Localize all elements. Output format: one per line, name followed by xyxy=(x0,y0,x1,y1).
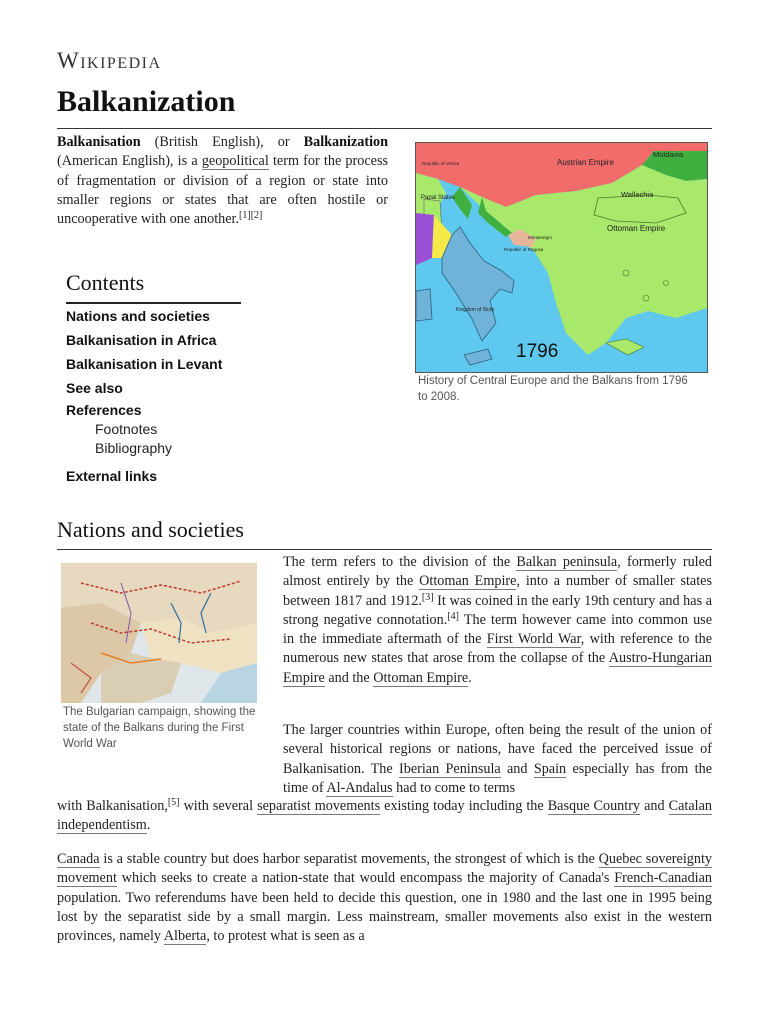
ref-4[interactable]: [4] xyxy=(447,610,459,622)
toc-title: Contents xyxy=(66,270,241,304)
toc-item-references[interactable]: References xyxy=(66,402,142,418)
link-balkan-peninsula[interactable]: Balkan peninsula xyxy=(516,554,618,570)
text: It was coined in the early 19th century and has a strong negative connotation. xyxy=(283,592,712,628)
paragraph-1 xyxy=(283,553,712,688)
map-year: 1796 xyxy=(516,341,559,362)
campaign-map-caption: The Bulgarian campaign, showing the state of the Balkans during the First World War xyxy=(63,706,256,750)
link-austro-hungarian-empire[interactable]: Austro-Hungarian Empire xyxy=(283,650,712,686)
toc-list xyxy=(66,304,241,488)
link-spain[interactable]: Spain xyxy=(533,760,567,777)
balkans-1796-map[interactable] xyxy=(415,142,708,373)
text: , into a number of smaller states between 1817 and 1912. xyxy=(283,573,712,609)
text: The term refers to the division of the xyxy=(283,554,517,570)
text: had to come to terms xyxy=(392,779,516,796)
toc-item-africa[interactable]: Balkanisation in Africa xyxy=(66,332,217,348)
map-label-moldavia: Moldavia xyxy=(653,150,684,159)
intro-paragraph xyxy=(57,133,388,229)
text: with several xyxy=(179,798,258,814)
paragraph-3 xyxy=(57,850,712,946)
text: with Balkanisation, xyxy=(57,798,168,814)
toc-item-nations[interactable]: Nations and societies xyxy=(66,308,210,324)
ref-3[interactable]: [3] xyxy=(421,591,434,603)
ref-2[interactable]: [2] xyxy=(250,210,263,222)
intro-text: (British English), or xyxy=(140,134,304,150)
text: . xyxy=(468,669,472,686)
text: especially has from the time of xyxy=(283,760,712,796)
link-ottoman-empire[interactable]: Ottoman Empire xyxy=(373,669,469,686)
map-label-austrian: Austrian Empire xyxy=(557,158,614,167)
bold-term-british: Balkanisation xyxy=(57,134,141,150)
text: which seeks to create a nation-state that would encompass the majority of Canada's xyxy=(116,870,615,887)
map-label-montenegro: Montenegro xyxy=(528,235,553,240)
link-french-canadian[interactable]: French-Canadian xyxy=(614,870,712,887)
map-label-sicily: Kingdom of Sicily xyxy=(456,307,495,313)
text: and the xyxy=(324,669,374,686)
toc-item-see-also[interactable]: See also xyxy=(66,380,123,396)
link-catalan-independentism[interactable]: Catalan independentism xyxy=(57,798,712,834)
page-title: Balkanization xyxy=(57,82,712,129)
link-first-world-war[interactable]: First World War xyxy=(486,631,581,648)
bold-term-american: Balkanization xyxy=(303,134,388,150)
text: , to protest what is seen as a xyxy=(206,928,365,945)
text: The larger countries within Europe, often being the result of the union of several historical regions or nations, have faced the perceived issue of Balkanisation. The xyxy=(283,722,712,777)
text: is a stable country but does harbor separatist movements, the strongest of which is the xyxy=(99,851,599,867)
campaign-map-graphic xyxy=(61,563,257,703)
toc-item-levant[interactable]: Balkanisation in Levant xyxy=(66,356,223,372)
map-label-papal: Papal States xyxy=(421,195,456,201)
map-label-ottoman: Ottoman Empire xyxy=(607,224,666,233)
toc-item-external-links[interactable]: External links xyxy=(66,468,158,484)
text: and xyxy=(640,798,669,814)
section-heading-nations: Nations and societies xyxy=(57,516,712,550)
map-label-ragusa: Republic of Ragusa xyxy=(504,247,544,252)
link-quebec-sovereignty-movement[interactable]: Quebec sovereignty movement xyxy=(57,851,712,887)
toc-item-bibliography[interactable]: Bibliography xyxy=(95,440,173,456)
link-geopolitical[interactable]: geopolitical xyxy=(201,153,269,170)
text: The term however came into common use in the immediate aftermath of the xyxy=(283,611,712,648)
text: . xyxy=(146,817,151,834)
map-graphic xyxy=(416,143,707,372)
link-separatist-movements[interactable]: separatist movements xyxy=(257,798,381,814)
text: and xyxy=(500,760,534,777)
table-of-contents xyxy=(66,270,241,488)
link-alberta[interactable]: Alberta xyxy=(163,928,207,945)
paragraph-2 xyxy=(283,721,712,798)
text: population. Two referendums have been held to decide this question, one in 1980 and the last one in 1995 being lost by the separatist side by a small margin. Less mainstream, smaller movements also exist in the western provinces, namely xyxy=(57,889,712,945)
map-caption: History of Central Europe and the Balkans from 1796 to 2008. xyxy=(418,375,688,403)
ref-1[interactable]: [1] xyxy=(239,210,251,222)
text: , with reference to the numerous new states that arose from the collapse of the xyxy=(283,631,712,667)
text: existing today including the xyxy=(380,798,548,814)
link-basque-country[interactable]: Basque Country xyxy=(547,798,641,814)
link-iberian-peninsula[interactable]: Iberian Peninsula xyxy=(399,760,501,777)
map-label-wallachia: Wallachia xyxy=(621,190,654,199)
toc-item-footnotes[interactable]: Footnotes xyxy=(95,421,158,437)
text: , formerly ruled almost entirely by the xyxy=(283,554,712,590)
link-al-andalus[interactable]: Al-Andalus xyxy=(326,779,393,796)
intro-text: (American English), is a xyxy=(57,153,202,170)
intro-text: term for the process of fragmentation or division of a region or state into smaller regions or states that are often hostile or uncooperative with one another. xyxy=(57,153,388,228)
link-canada[interactable]: Canada xyxy=(57,851,100,867)
link-ottoman-empire[interactable]: Ottoman Empire xyxy=(419,573,517,590)
paragraph-2-continued xyxy=(57,797,712,836)
wikipedia-wordmark[interactable]: Wikipedia xyxy=(57,48,162,73)
ref-5[interactable]: [5] xyxy=(167,797,180,808)
map-label-venice: Republic of Venice xyxy=(422,161,460,166)
bulgarian-campaign-map[interactable] xyxy=(61,563,257,703)
